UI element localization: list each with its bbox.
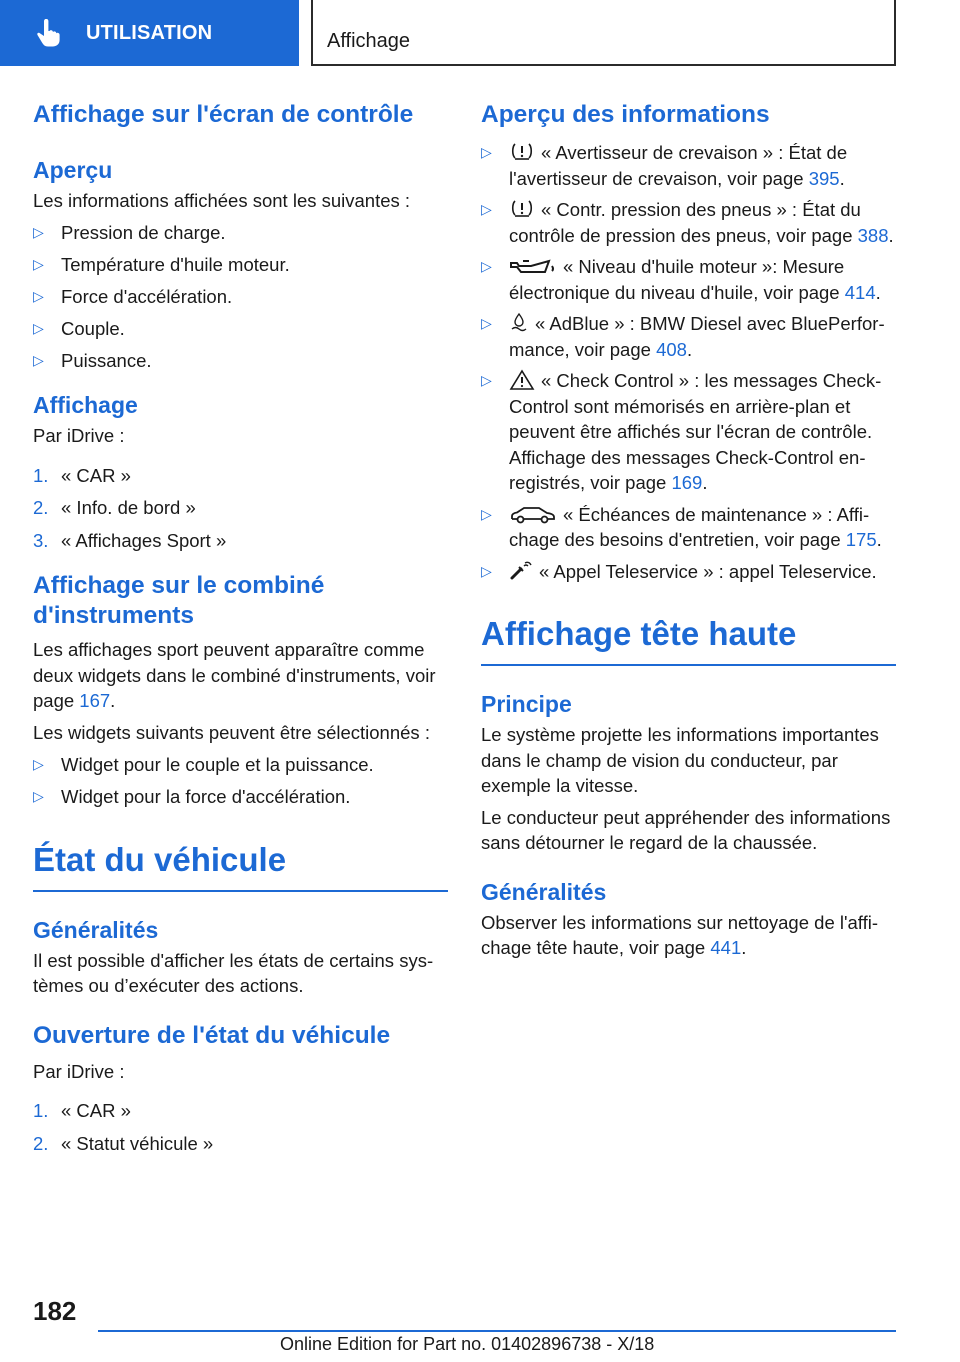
page-link[interactable]: 388 — [857, 224, 889, 246]
etat-title: État du véhicule — [33, 840, 448, 892]
principe-para1: Le système projette les informations importantes dans le champ de vision du conducteur, par exemple la vitesse. — [481, 724, 879, 796]
triangle-bullet-icon: ▷ — [33, 788, 44, 804]
list-item: ▷ « Contr. pression des pneus » : État du contrôle de pression des pneus, voir page 388. — [481, 199, 894, 246]
triangle-bullet-icon: ▷ — [481, 372, 492, 388]
combine-list — [33, 752, 448, 810]
principe-heading: Principe — [481, 691, 572, 717]
list-item: ▷ Widget pour le couple et la puissance. — [33, 752, 448, 778]
affichage-heading: Affichage — [33, 392, 138, 418]
ouverture-heading: Ouverture de l'état du véhicule — [33, 1021, 391, 1049]
info-list — [481, 140, 896, 584]
combine-para2: Les widgets suivants peuvent être sélectionnés : — [33, 721, 430, 743]
triangle-bullet-icon: ▷ — [33, 351, 44, 368]
triangle-bullet-icon: ▷ — [33, 255, 44, 272]
apercu-heading: Aperçu — [33, 157, 113, 183]
triangle-bullet-icon: ▷ — [481, 505, 492, 522]
teleservice-icon — [509, 560, 533, 582]
list-item: ▷ Couple. — [33, 316, 448, 342]
page-number: 182 — [33, 1296, 77, 1326]
hand-pointer-icon — [36, 18, 62, 48]
footer-divider — [98, 1330, 896, 1332]
page-link[interactable]: 441 — [710, 937, 742, 958]
left-column — [33, 100, 448, 1163]
list-item: ▷ « Niveau d'huile moteur »: Mesure électronique du niveau d'huile, voir page 414. — [481, 256, 881, 303]
list-item: ▷ « Échéances de maintenance » : Affichage des besoins d'entretien, voir page 175. — [481, 503, 882, 550]
ouverture-intro: Par iDrive : — [33, 1060, 125, 1082]
list-item: ▷ Widget pour la force d'accélération. — [33, 784, 448, 810]
triangle-bullet-icon: ▷ — [481, 562, 492, 579]
etat-generalites-heading: Généralités — [33, 916, 159, 943]
step-item: 3. « Affichages Sport » — [33, 529, 227, 551]
step-item: 1. « CAR » — [33, 464, 131, 486]
affichage-steps — [33, 463, 448, 554]
triangle-bullet-icon: ▷ — [33, 319, 44, 336]
page-link[interactable]: 175 — [845, 529, 877, 550]
hud-generalites-heading: Généralités — [481, 878, 607, 905]
affichage-intro: Par iDrive : — [33, 425, 125, 446]
apercu-intro: Les informations affichées sont les suivantes : — [33, 190, 411, 211]
combine-heading: Affichage sur le combiné d'instruments — [33, 572, 325, 629]
page-link[interactable]: 414 — [844, 281, 876, 303]
etat-generalites-text: Il est possible d'afficher les états de certains systèmes ou d’exécuter des actions. — [33, 949, 434, 996]
info-overview-title: Aperçu des informations — [481, 101, 770, 128]
page-link[interactable]: 408 — [656, 338, 687, 360]
right-column — [481, 100, 896, 961]
triangle-bullet-icon: ▷ — [33, 223, 44, 240]
section-label: UTILISATION — [86, 21, 213, 44]
list-item: ▷ « Check Control » : les messages Check-Control sont mémorisés en arrière-plan et peuvent être affichés sur l'écran de contrôle. Affichage des messages Check-Control enregistrés, voir page 169. — [481, 370, 882, 493]
oil-can-icon — [509, 257, 557, 277]
step-item: 2. « Info. de bord » — [33, 497, 196, 518]
car-service-icon — [509, 505, 557, 525]
list-item: ▷ « Appel Teleservice » : appel Teleservice. — [481, 559, 896, 585]
step-item: 2. « Statut véhicule » — [33, 1132, 214, 1154]
triangle-bullet-icon: ▷ — [481, 144, 492, 160]
triangle-bullet-icon: ▷ — [481, 258, 492, 274]
section-title: Affichage sur l'écran de contrôle — [33, 101, 414, 128]
adblue-icon — [509, 312, 529, 334]
tire-warning-icon — [509, 141, 535, 163]
triangle-bullet-icon: ▷ — [33, 287, 44, 304]
list-item: ▷ Puissance. — [33, 348, 448, 374]
triangle-bullet-icon: ▷ — [33, 756, 44, 772]
triangle-bullet-icon: ▷ — [481, 315, 492, 331]
page-link[interactable]: 167 — [79, 690, 111, 711]
hud-title: Affichage tête haute — [481, 614, 896, 666]
page-link[interactable]: 395 — [808, 167, 840, 189]
tire-pressure-icon — [509, 198, 535, 220]
hud-generalites-text: Observer les informations sur nettoyage de l'affichage tête haute, voir page 441. — [481, 911, 879, 958]
chapter-label: Affichage — [327, 30, 411, 52]
list-item: ▷ « AdBlue » : BMW Diesel avec BluePerformance, voir page 408. — [481, 313, 885, 360]
list-item: ▷ Pression de charge. — [33, 220, 448, 246]
step-item: 1. « CAR » — [33, 1100, 131, 1121]
combine-para1: Les affichages sport peuvent apparaître comme deux widgets dans le combiné d'instruments, voir page 167. — [33, 639, 436, 711]
list-item: ▷ Force d'accélération. — [33, 284, 448, 310]
chapter-header — [311, 0, 896, 66]
principe-para2: Le conducteur peut appréhender des informations sans détourner le regard de la chaussée. — [481, 806, 891, 853]
warning-triangle-icon — [509, 369, 535, 391]
footer-edition: Online Edition for Part no. 01402896738 - X/18 — [280, 1334, 655, 1354]
apercu-list — [33, 220, 448, 374]
page-link[interactable]: 169 — [671, 472, 703, 493]
section-tab — [0, 0, 299, 66]
ouverture-steps — [33, 1098, 448, 1156]
list-item: ▷ Température d'huile moteur. — [33, 252, 448, 278]
triangle-bullet-icon: ▷ — [481, 201, 492, 217]
list-item: ▷ « Avertisseur de crevaison » : État de l'avertisseur de crevaison, voir page 395. — [481, 142, 848, 189]
